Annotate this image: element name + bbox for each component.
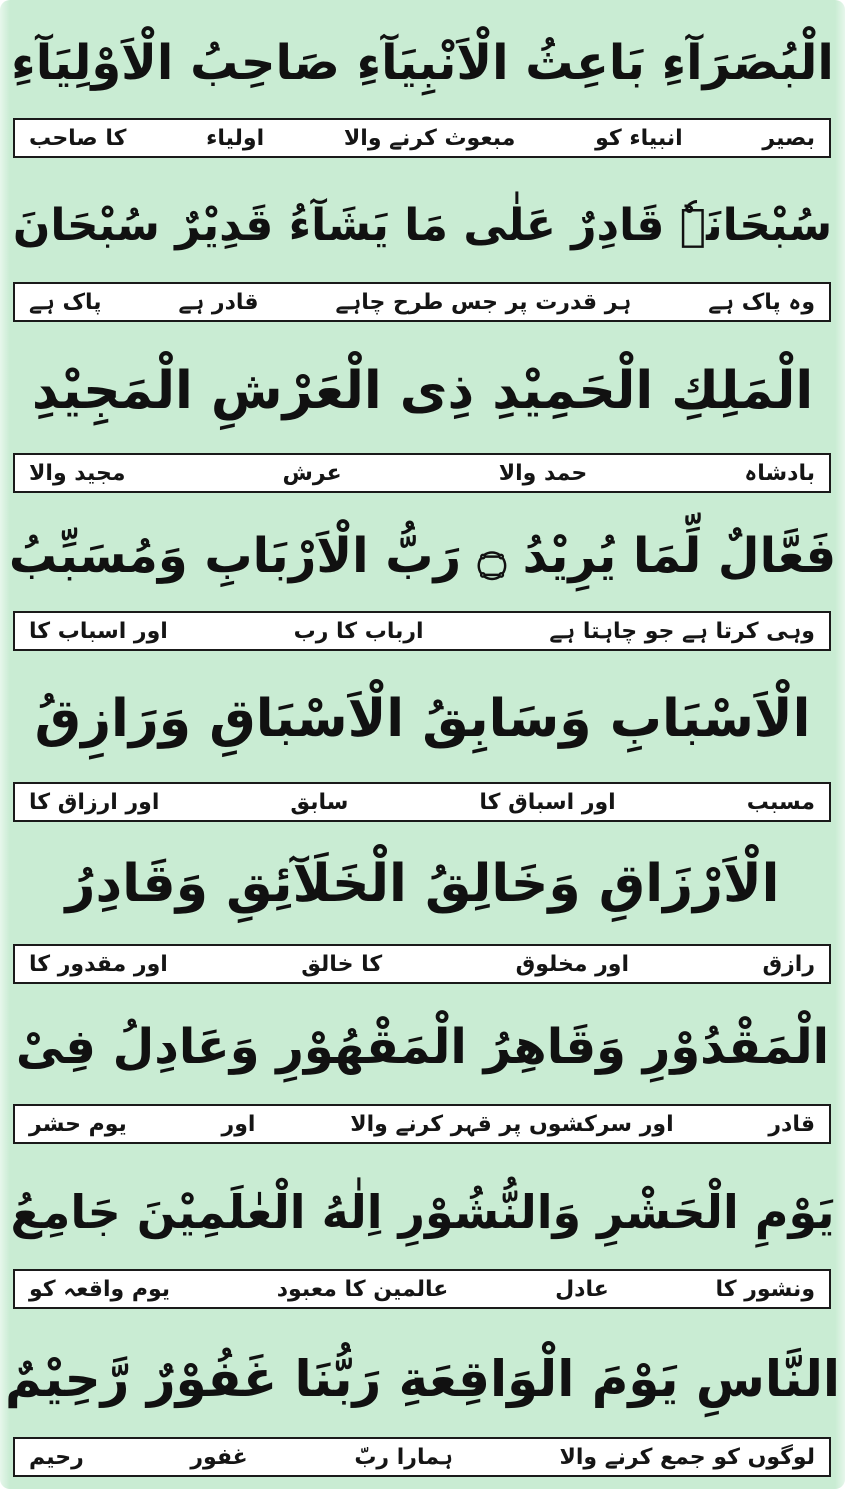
gloss-word: اولیاء xyxy=(206,125,265,151)
gloss-word: عادل xyxy=(555,1276,609,1302)
gloss-word: حمد والا xyxy=(498,460,588,486)
arabic-line: سُبْحَانَہٗ قَادِرٌ عَلٰی مَا یَشَآءُ قَدِیْرٌ سُبْحَانَ xyxy=(12,199,833,251)
arabic-line: النَّاسِ یَوْمَ الْوَاقِعَةِ رَبُّنَا غَفُوْرٌ رَّحِیْمٌ xyxy=(4,1350,841,1408)
urdu-gloss-box xyxy=(13,118,831,158)
gloss-word: قادر ہے xyxy=(178,289,259,315)
gloss-word: اور ارزاق کا xyxy=(29,789,160,815)
gloss-word: عالمین کا معبود xyxy=(276,1276,449,1302)
gloss-word: غفور xyxy=(190,1444,248,1470)
gloss-word: اور اسباق کا xyxy=(479,789,616,815)
gloss-word: رحیم xyxy=(29,1444,84,1470)
gloss-word: اور مخلوق xyxy=(515,951,630,977)
arabic-line: الْاَسْبَابِ وَسَابِقُ الْاَسْبَاقِ وَرَازِقُ xyxy=(34,689,811,749)
urdu-gloss-box xyxy=(13,611,831,651)
urdu-gloss-box xyxy=(13,1269,831,1309)
gloss-word: اور سرکشوں پر قہر کرنے والا xyxy=(350,1111,674,1137)
gloss-word: بصیر xyxy=(762,125,815,151)
gloss-word: کا صاحب xyxy=(29,125,127,151)
gloss-word: رازق xyxy=(762,951,815,977)
urdu-gloss-box xyxy=(13,282,831,322)
gloss-word: پاک ہے xyxy=(29,289,102,315)
gloss-word: انبیاء کو xyxy=(595,125,683,151)
gloss-word: اور مقدور کا xyxy=(29,951,168,977)
urdu-gloss-box xyxy=(13,1104,831,1144)
gloss-word: عرش xyxy=(282,460,342,486)
arabic-line: الْبُصَرَآءِ بَاعِثُ الْاَنْبِیَآءِ صَاحِبُ الْاَوْلِیَآءِ xyxy=(11,35,834,91)
gloss-word: اور xyxy=(221,1111,256,1137)
gloss-word: سابق xyxy=(290,789,349,815)
gloss-word: ونشور کا xyxy=(715,1276,815,1302)
gloss-word: یوم حشر xyxy=(29,1111,127,1137)
gloss-word: کا خالق xyxy=(301,951,383,977)
gloss-word: ارباب کا رب xyxy=(293,618,424,644)
gloss-word: لوگوں کو جمع کرنے والا xyxy=(559,1444,815,1470)
gloss-word: وہ پاک ہے xyxy=(708,289,815,315)
gloss-word: مسبب xyxy=(746,789,815,815)
gloss-word: قادر xyxy=(768,1111,815,1137)
arabic-line: الْاَرْزَاقِ وَخَالِقُ الْخَلَآئِقِ وَقَادِرُ xyxy=(65,854,780,914)
gloss-word: مبعوث کرنے والا xyxy=(343,125,516,151)
urdu-gloss-box xyxy=(13,453,831,493)
gloss-word: ہمارا ربّ xyxy=(354,1444,453,1470)
urdu-gloss-box xyxy=(13,1437,831,1477)
arabic-line: فَعَّالٌ لِّمَا یُرِیْدُ ۝ رَبُّ الْاَرْبَابِ وَمُسَبِّبُ xyxy=(8,528,837,584)
gloss-word: اور اسباب کا xyxy=(29,618,168,644)
arabic-line: الْمَلِكِ الْحَمِیْدِ ذِی الْعَرْشِ الْمَجِیْدِ xyxy=(31,361,814,421)
arabic-line: یَوْمِ الْحَشْرِ وَالنُّشُوْرِ اِلٰهُ الْعٰلَمِیْنَ جَامِعُ xyxy=(10,1185,835,1239)
gloss-word: مجید والا xyxy=(29,460,126,486)
arabic-line: الْمَقْدُوْرِ وَقَاهِرُ الْمَقْهُوْرِ وَعَادِلُ فِیْ xyxy=(15,1019,830,1075)
gloss-word: وہی کرتا ہے جو چاہتا ہے xyxy=(549,618,815,644)
gloss-word: ہر قدرت پر جس طرح چاہے xyxy=(335,289,632,315)
gloss-word: بادشاہ xyxy=(744,460,815,486)
urdu-gloss-box xyxy=(13,782,831,822)
urdu-gloss-box xyxy=(13,944,831,984)
gloss-word: یوم واقعہ کو xyxy=(29,1276,171,1302)
